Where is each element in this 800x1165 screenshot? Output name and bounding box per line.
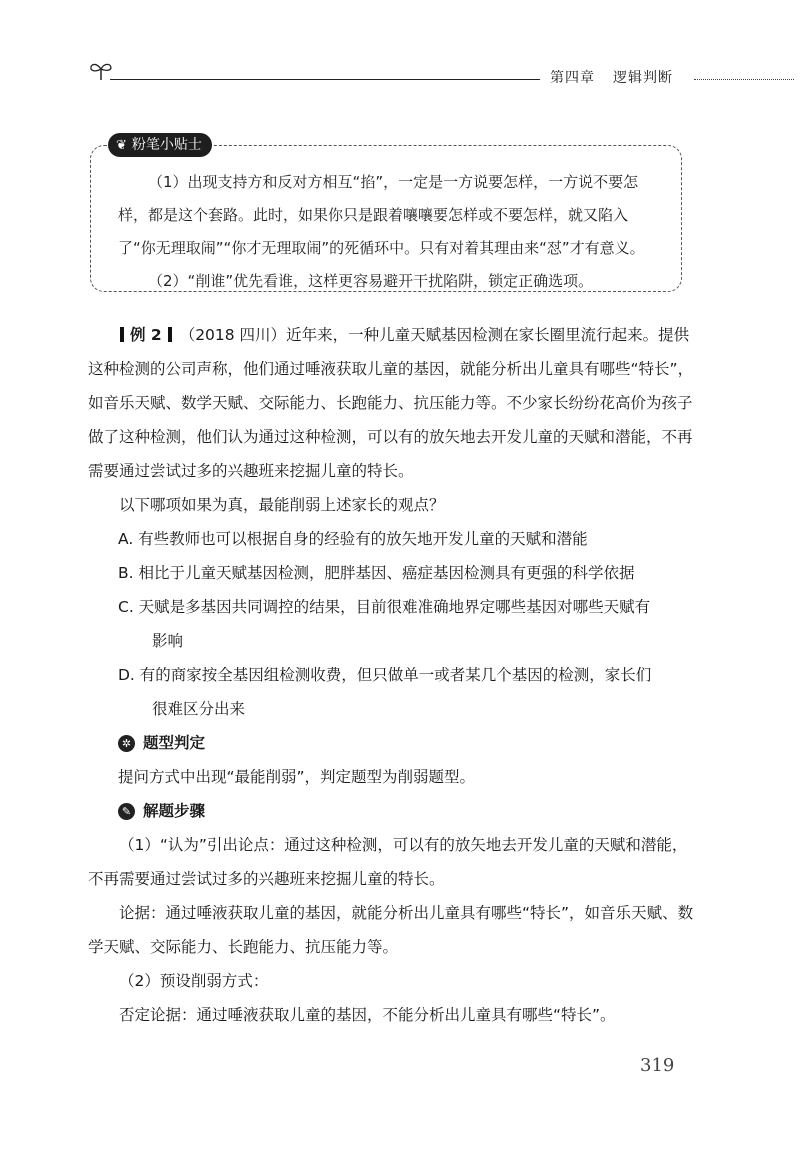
example-marker bbox=[120, 327, 124, 342]
example-marker bbox=[168, 327, 172, 342]
pencil-icon: ✎ bbox=[118, 803, 135, 820]
running-header bbox=[88, 58, 700, 88]
deny-argument: 否定论据：通过唾液获取儿童的基因，不能分析出儿童具有哪些“特长”。 bbox=[119, 1006, 616, 1024]
example-stem bbox=[88, 318, 700, 488]
tip-label-text: 粉笔小贴士 bbox=[131, 137, 202, 153]
option-b: B. 相比于儿童天赋基因检测，肥胖基因、癌症基因检测具有更强的科学依据 bbox=[118, 564, 635, 582]
type-heading bbox=[88, 726, 700, 760]
tip-paragraph-1: （1）出现支持方和反对方相互“掐”，一定是一方说要怎样，一方说不要怎样，都是这个套路。此时，如果你只是跟着嚷嚷要怎样或不要怎样，就又陷入了“你无理取闹”“你才无理取闹”的死循环中。只有对着其理由来“怼”才有意义。 bbox=[118, 173, 645, 257]
steps-heading-text: 解题步骤 bbox=[143, 802, 206, 820]
tip-paragraph-2: （2）“削谁”优先看谁，这样更容易避开干扰陷阱，锁定正确选项。 bbox=[148, 272, 594, 290]
example-tag: 例 2 bbox=[130, 326, 162, 344]
option-c-continued: 影响 bbox=[152, 632, 184, 650]
option-d-continued: 很难区分出来 bbox=[152, 700, 246, 718]
question-text: 以下哪项如果为真，最能削弱上述家长的观点？ bbox=[119, 496, 445, 514]
gear-icon: ✲ bbox=[118, 735, 135, 752]
steps-heading bbox=[88, 794, 700, 828]
type-text: 提问方式中出现“最能削弱”，判定题型为削弱题型。 bbox=[118, 768, 476, 786]
page-number: 319 bbox=[640, 1055, 675, 1076]
step-1: （1）“认为”引出论点：通过这种检测，可以有的放矢地去开发儿童的天赋和潜能，不再需要通过尝试过多的兴趣班来挖掘儿童的特长。 bbox=[88, 836, 688, 888]
type-heading-text: 题型判定 bbox=[143, 734, 206, 752]
chapter-section: 逻辑判断 bbox=[613, 70, 673, 86]
chapter-title bbox=[550, 67, 673, 87]
option-d: D. 有的商家按全基因组检测收费，但只做单一或者某几个基因的检测，家长们 bbox=[118, 666, 652, 684]
step-2: （2）预设削弱方式： bbox=[119, 972, 269, 990]
example-source: （2018 四川） bbox=[179, 326, 287, 344]
leaf-icon: ❦ bbox=[116, 138, 127, 153]
argument-text: 论据：通过唾液获取儿童的基因，就能分析出儿童具有哪些“特长”，如音乐天赋、数学天赋、交际能力、长跑能力、抗压能力等。 bbox=[88, 904, 694, 956]
main-content bbox=[88, 318, 700, 1032]
example-stem-text: 近年来，一种儿童天赋基因检测在家长圈里流行起来。提供这种检测的公司声称，他们通过唾液获取儿童的基因，就能分析出儿童具有哪些“特长”，如音乐天赋、数学天赋、交际能力、长跑能力、抗压能力等。不少家长纷纷花高价为孩子做了这种检测，他们认为通过这种检测，可以有的放矢地去开发儿童的天赋和潜能，不再需要通过尝试过多的兴趣班来挖掘儿童的特长。 bbox=[88, 326, 694, 480]
header-dotted-rule bbox=[694, 79, 794, 80]
header-rule bbox=[110, 79, 540, 80]
tip-content bbox=[118, 166, 658, 298]
option-c: C. 天赋是多基因共同调控的结果，目前很难准确地界定哪些基因对哪些天赋有 bbox=[118, 598, 651, 616]
option-a: A. 有些教师也可以根据自身的经验有的放矢地开发儿童的天赋和潜能 bbox=[118, 530, 588, 548]
chapter-number: 第四章 bbox=[550, 70, 595, 86]
tip-label bbox=[108, 133, 212, 157]
